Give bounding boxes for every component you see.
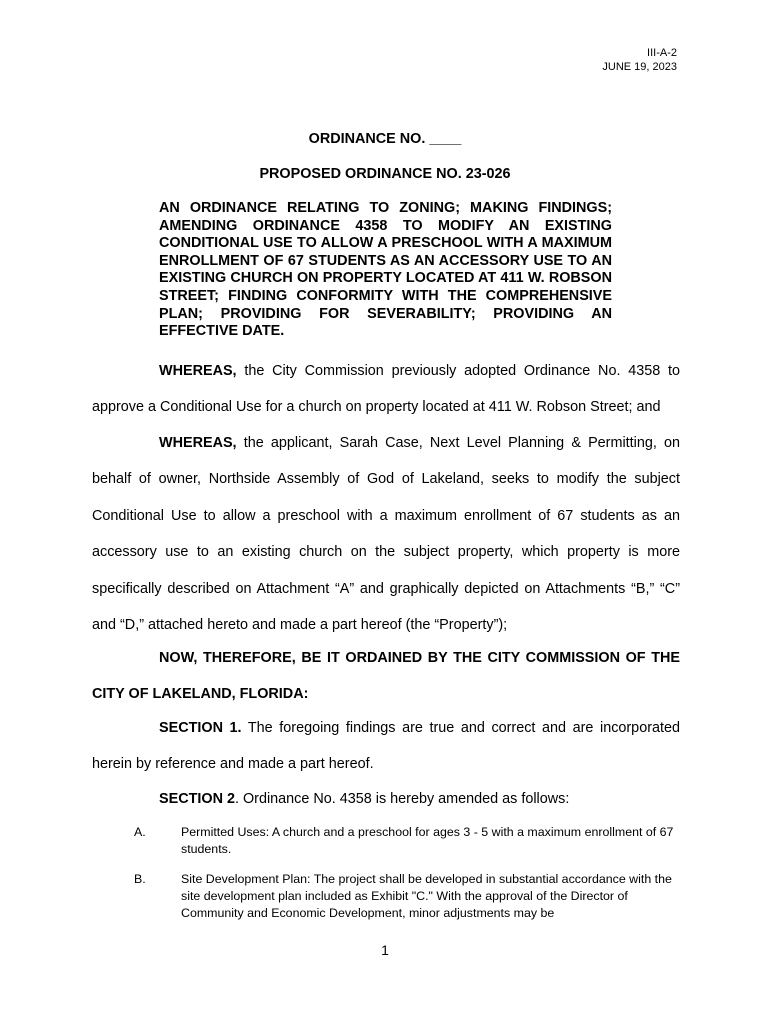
agenda-item-ref: III-A-2 xyxy=(647,47,677,59)
list-text-permitted-uses: Permitted Uses: A church and a preschool for ages 3 - 5 with a maximum enrollment of 67 students. xyxy=(181,825,674,856)
whereas-text-1: the City Commission previously adopted Ordinance No. 4358 to approve a Conditional Use for a church on property located at 411 W. Robson Street; and xyxy=(92,363,680,416)
list-marker-a: A. xyxy=(134,825,146,839)
list-text-site-development-plan: Site Development Plan: The project shall be developed in substantial accordance with the site development plan included as Exhibit "C." With the approval of the Director of Community and Economic Development, minor adjustments may be xyxy=(181,872,672,920)
section-1-paragraph xyxy=(92,710,680,783)
ordinance-title: ORDINANCE NO. ____ xyxy=(308,131,462,147)
proposed-ordinance-number: PROPOSED ORDINANCE NO. 23-026 xyxy=(259,166,511,182)
whereas-lead-2: WHEREAS, xyxy=(159,435,237,451)
ordained-text: NOW, THEREFORE, BE IT ORDAINED BY THE CITY COMMISSION OF THE CITY OF LAKELAND, FLORIDA: xyxy=(92,650,680,703)
section-2-paragraph xyxy=(92,781,680,817)
section-1-text: The foregoing findings are true and correct and are incorporated herein by reference and made a part hereof. xyxy=(92,720,680,773)
whereas-paragraph-2 xyxy=(92,425,680,643)
section-1-heading: SECTION 1. xyxy=(159,720,242,736)
whereas-paragraph-1 xyxy=(92,353,680,426)
section-2-text: . Ordinance No. 4358 is hereby amended as follows: xyxy=(234,791,570,807)
header-date: JUNE 19, 2023 xyxy=(602,61,677,73)
list-marker-b: B. xyxy=(134,872,146,886)
list-item xyxy=(92,871,680,922)
ordinance-caption: AN ORDINANCE RELATING TO ZONING; MAKING FINDINGS; AMENDING ORDINANCE 4358 TO MODIFY AN EXISTING CONDITIONAL USE TO ALLOW A PRESCHOOL WITH A MAXIMUM ENROLLMENT OF 67 STUDENTS AS AN ACCESSORY USE TO AN EXISTING CHURCH ON PROPERTY LOCATED AT 411 W. ROBSON STREET; FINDING CONFORMITY WITH THE COMPREHENSIVE PLAN; PROVIDING FOR SEVERABILITY; PROVIDING AN EFFECTIVE DATE. xyxy=(159,200,612,340)
page-number: 1 xyxy=(381,942,389,958)
header-reference xyxy=(602,46,677,74)
section-2-heading: SECTION 2 xyxy=(159,791,235,807)
ordained-paragraph xyxy=(92,640,680,713)
list-item xyxy=(92,824,680,858)
whereas-lead-1: WHEREAS, xyxy=(159,363,237,379)
whereas-text-2: the applicant, Sarah Case, Next Level Planning & Permitting, on behalf of owner, Northside Assembly of God of Lakeland, seeks to modify the subject Conditional Use to allow a preschool with a maximum enrollment of 67 students as an accessory use to an existing church on the subject property, which property is more specifically described on Attachment “A” and graphically depicted on Attachments “B,” “C” and “D,” attached hereto and made a part hereof (the “Property”); xyxy=(92,435,680,634)
